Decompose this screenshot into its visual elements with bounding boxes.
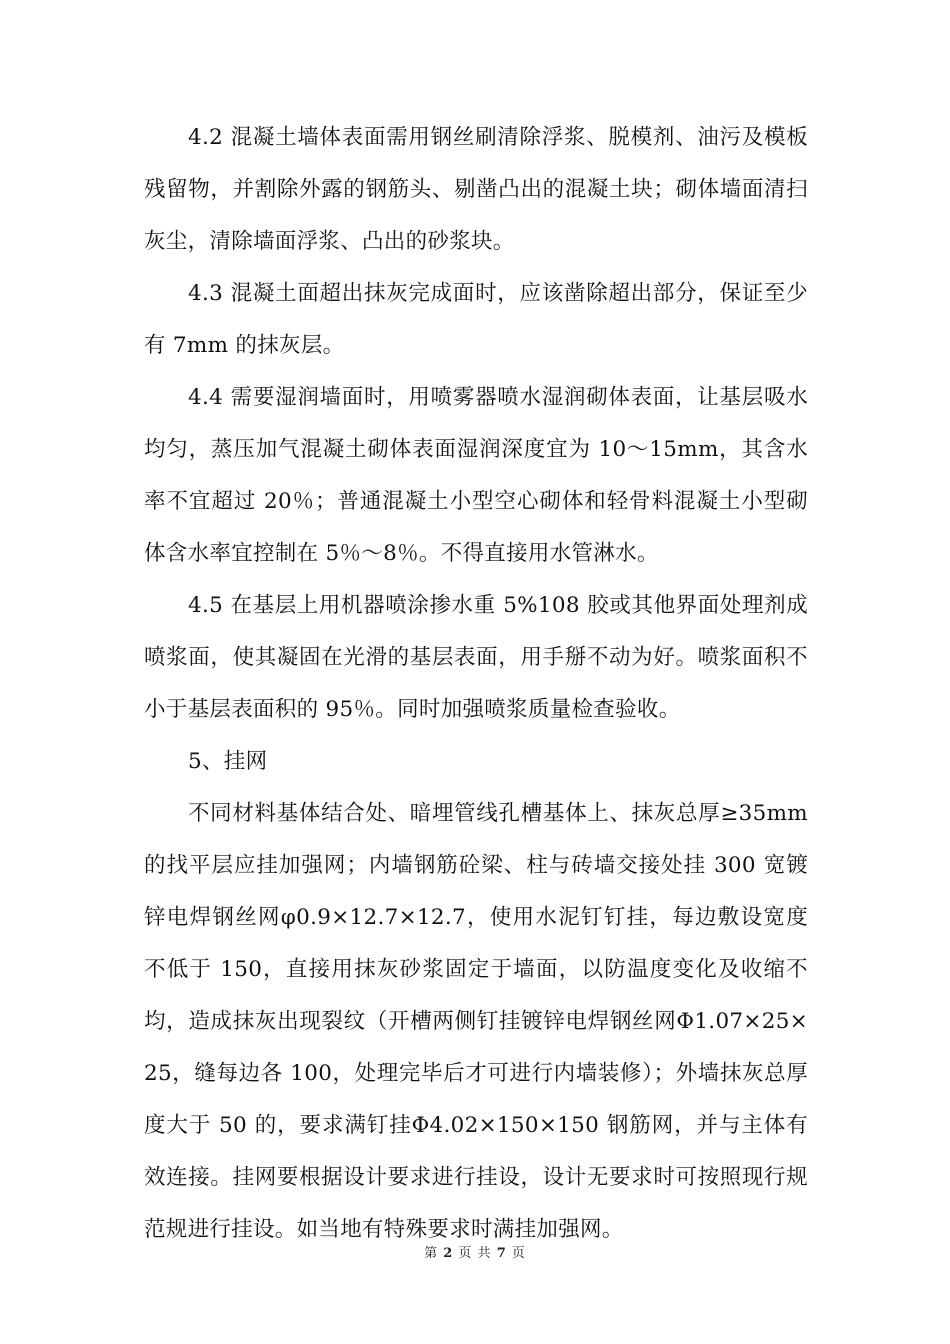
paragraph-4-2: 4.2 混凝土墙体表面需用钢丝刷清除浮浆、脱模剂、油污及模板残留物，并割除外露的钢筋头、剔凿凸出的混凝土块；砌体墙面清扫灰尘，清除墙面浮浆、凸出的砂浆块。	[144, 125, 808, 254]
section-heading-5: 5、挂网	[188, 749, 268, 774]
paragraph-mesh: 不同材料基体结合处、暗埋管线孔槽基体上、抹灰总厚≥35mm 的找平层应挂加强网；内墙钢筋砼梁、柱与砖墙交接处挂 300 宽镀锌电焊钢丝网φ0.9×12.7×12.7，使用水泥钉钉挂，每边敷设宽度不低于 150，直接用抹灰砂浆固定于墙面，以防温度变化及收缩不均，造成抹灰出现裂纹（开槽两侧钉挂镀锌电焊钢丝网Φ1.07×25×25，缝每边各 100，处理完毕后才可进行内墙装修）；外墙抹灰总厚度大于 50 的，要求满钉挂Φ4.02×150×150 钢筋网，并与主体有效连接。挂网要根据设计要求进行挂设，设计无要求时可按照现行规范规进行挂设。如当地有特殊要求时满挂加强网。	[144, 801, 808, 1242]
page-footer	[0, 1242, 950, 1261]
footer-prefix: 第	[424, 1246, 439, 1261]
paragraph-4-5: 4.5 在基层上用机器喷涂掺水重 5%108 胶或其他界面处理剂成喷浆面，使其凝固在光滑的基层表面，用手掰不动为好。喷浆面积不小于基层表面积的 95％。同时加强喷浆质量检查验收。	[144, 593, 808, 722]
total-page-number: 7	[496, 1246, 507, 1261]
current-page-number: 2	[443, 1246, 454, 1261]
paragraph-4-4: 4.4 需要湿润墙面时，用喷雾器喷水湿润砌体表面，让基层吸水均匀，蒸压加气混凝土砌体表面湿润深度宜为 10～15mm，其含水率不宜超过 20％；普通混凝土小型空心砌体和轻骨料混凝土小型砌体含水率宜控制在 5％～8％。不得直接用水管淋水。	[144, 385, 808, 566]
footer-suffix: 页	[511, 1246, 526, 1261]
document-body	[144, 112, 808, 1256]
paragraph-4-3: 4.3 混凝土面超出抹灰完成面时，应该凿除超出部分，保证至少有 7mm 的抹灰层。	[144, 281, 808, 358]
footer-middle: 页 共	[458, 1246, 492, 1261]
